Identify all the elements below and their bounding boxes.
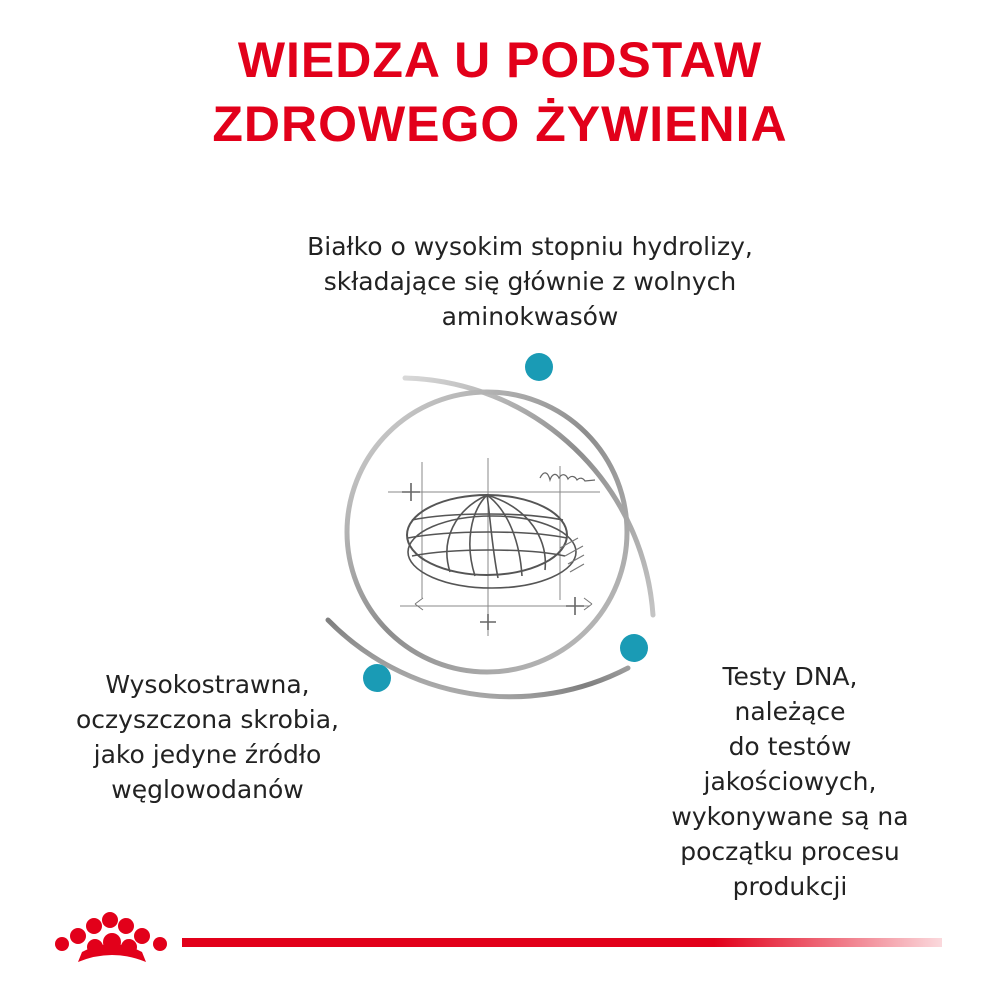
outer-ring	[328, 378, 653, 697]
callout-dna-line-2: należące	[734, 697, 846, 726]
callout-protein-line-1: Białko o wysokim stopniu hydrolizy,	[307, 232, 753, 261]
callout-dna-line-7: produkcji	[732, 872, 848, 901]
callout-starch-line-3: jako jedyne źródło	[93, 740, 322, 769]
callout-dna-line-1: Testy DNA,	[722, 662, 858, 691]
callout-dna-line-3: do testów	[728, 732, 852, 761]
callout-dna-line-4: jakościowych,	[703, 767, 877, 796]
kibble-sketch-icon	[388, 458, 600, 636]
callout-protein-line-2: składające się głównie z wolnych	[323, 267, 737, 296]
title-line-2: ZDROWEGO ŻYWIENIA	[212, 96, 788, 152]
crown-icon	[55, 912, 167, 962]
title-line-1: WIEDZA U PODSTAW	[237, 32, 763, 88]
footer-divider	[182, 938, 942, 947]
callout-dna-line-6: początku procesu	[680, 837, 900, 866]
callout-starch-line-2: oczyszczona skrobia,	[76, 705, 339, 734]
outer-ring-arc-right	[405, 378, 653, 615]
callout-protein-line-3: aminokwasów	[441, 302, 619, 331]
callout-starch-line-4: węglowodanów	[111, 775, 304, 804]
marker-dot-top	[525, 353, 553, 381]
callout-starch-line-1: Wysokostrawna,	[105, 670, 310, 699]
callout-dna-line-5: wykonywane są na	[671, 802, 909, 831]
marker-dot-left	[363, 664, 391, 692]
marker-dot-right	[620, 634, 648, 662]
